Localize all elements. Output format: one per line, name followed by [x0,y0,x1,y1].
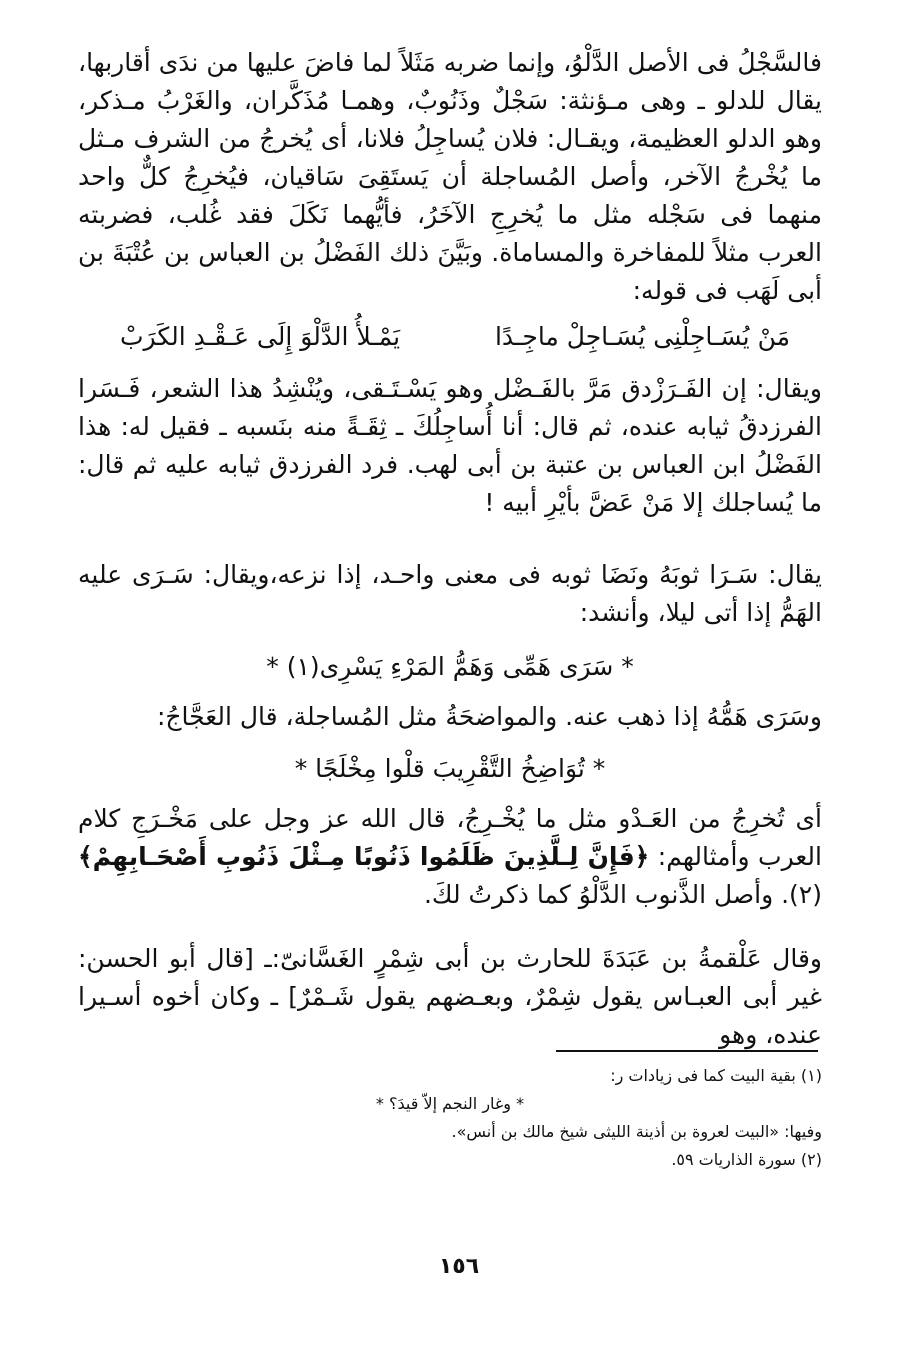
poem-verse-2: * سَرَى هَمِّى وَهَمُّ المَرْءِ يَسْرِى(١) * [266,652,634,681]
paragraph-2: ويقال: إن الفَـرَزْدق مَرَّ بالفَـضْل وهو يَسْـتَـقى، ويُنْشِدُ هذا الشعر، فَـسَرا الفرزدقُ ثيابه عنده، ثم قال: أنا أُساجِلُكَ ـ ثِقَـةً منه بنَسبه ـ فقيل له: هذا الفَضْلُ ابن العباس بن عتبة بن أبى لهب. فرد الفرزدق ثيابه عليه ثم قال: ما يُساجلك إلا مَنْ عَضَّ بأيْرِ أبيه ! [78,374,822,517]
paragraph-1: فالسَّجْلُ فى الأصل الدَّلْوُ، وإنما ضربه مَثَلاً لما فاضَ عليها من ندَى أقاربها، يقال للدلو ـ وهى مـؤنثة: سَجْلٌ وذَنُوبٌ، وهمـا مُذَكَّران، والغَرْبُ مـذكر، وهو الدلو العظيمة، ويقـال: فلان يُساجِلُ فلانا، أى يُخرجُ من الشرف مـثل ما يُخْرجُ الآخر، وأصل المُساجلة أن يَستَقِىَ سَاقيان، فيُخرِجُ كلٌّ واحد منهما فى سَجْله مثل ما يُخرِجِ الآخَرُ، فأيُّهما نَكَلَ فقد غُلب، فضربته العرب مثلاً للمفاخرة والمساماة. وبَيَّنَ ذلك الفَضْلُ بن العباس بن عُتْبَةَ بن أبى لَهَب فى قوله: [78,48,822,305]
footnote-2: (٢) سورة الذاريات ٥٩. [671,1150,822,1169]
verse-1-second-hemistich: يَمْـلأُ الدَّلْوَ إِلَى عَـقْـدِ الكَرَبْ [120,322,401,351]
footnote-1: (١) بقية البيت كما فى زيادات ر: [610,1066,822,1085]
quran-quote: ﴿فَإِنَّ لِـلَّذِينَ ظَلَمُوا ذَنُوبًا مِـثْلَ ذَنُوبِ أَصْحَـابِهِمْ﴾ [78,842,650,871]
paragraph-6: وقال عَلْقمةُ بن عَبَدَةَ للحارث بن أبى شِمْرٍ الغَسَّانىّ:ـ [قال أبو الحسن: غير أبى العبـاس يقول شِمْرٌ، وبعـضهم يقول شَـمْرٌ] ـ وكان أخوه أسـيرا عنده، وهو [78,944,822,1049]
verse-1-first-hemistich: مَنْ يُسَـاجِلْنِى يُسَـاجِلْ ماجِـدًا [494,322,790,351]
page-number: ١٥٦ [438,1254,480,1279]
paragraph-5 [78,800,822,914]
footnotes [78,1062,822,1174]
paragraph-5-lead: أى تُخرِجُ من العَـدْو مثل ما يُخْـرِجُ، قال الله عز وجل على مَخْـرَجِ كلام العرب وأمثالهم: [78,804,822,871]
paragraph-3: يقال: سَـرَا ثوبَهُ ونَضَا ثوبه فى معنى واحـد، إذا نزعه،ويقال: سَـرَى عليه الهَمُّ إذا أتى ليلا، وأنشد: [78,560,822,627]
paragraph-4: وسَرَى هَمُّهُ إذا ذهب عنه. والمواضحَةُ مثل المُساجلة، قال العَجَّاجُ: [156,702,822,731]
footnote-divider [556,1050,818,1052]
paragraph-5-tail: (٢). وأصل الذَّنوب الدَّلْوُ كما ذكرتُ لكَ. [423,880,822,909]
footnote-1-note: وفيها: «البيت لعروة بن أذينة الليثى شيخ مالك بن أنس». [451,1122,822,1141]
footnote-1-verse: * وغار النجم إلاّ قيدَ؟ * [375,1094,525,1113]
poem-verse-3: * تُوَاضِخُ التَّقْرِيبَ قلْوا مِخْلَجًا * [294,754,606,783]
poem-verse-1 [120,318,790,356]
